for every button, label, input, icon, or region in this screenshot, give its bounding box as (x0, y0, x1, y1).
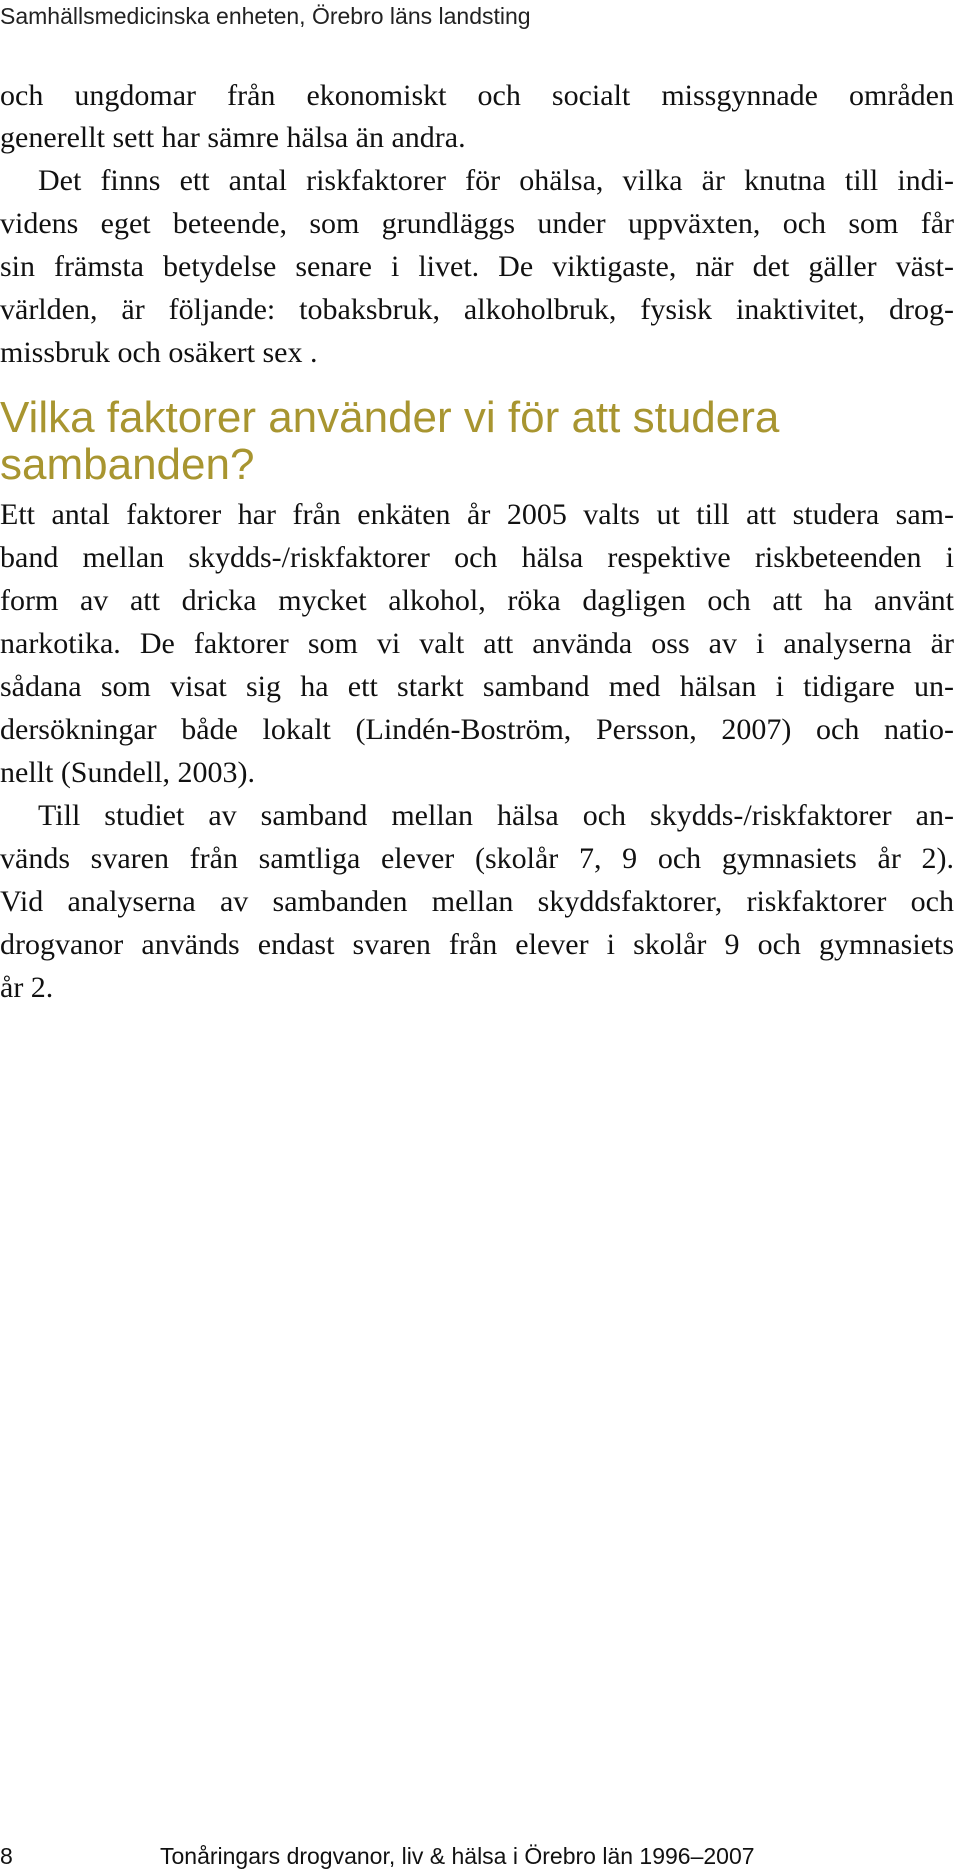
body-line: vänds svaren från samtliga elever (skolår 7, 9 och gymnasiets år 2). (0, 842, 954, 875)
body-line: och ungdomar från ekonomiskt och socialt missgynnade områden (0, 79, 954, 112)
body-line: Till studiet av samband mellan hälsa och skydds-/riskfaktorer an- (38, 799, 954, 832)
footer-title: Tonåringars drogvanor, liv & hälsa i Örebro län 1996–2007 (160, 1843, 755, 1869)
section-heading: Vilka faktorer använder vi för att studera (0, 393, 780, 442)
section-heading: sambanden? (0, 440, 255, 489)
body-line: form av att dricka mycket alkohol, röka dagligen och att ha använt (0, 584, 954, 617)
body-line: Vid analyserna av sambanden mellan skyddsfaktorer, riskfaktorer och (0, 885, 954, 918)
body-line: sin främsta betydelse senare i livet. De viktigaste, när det gäller väst- (0, 250, 954, 283)
running-header: Samhällsmedicinska enheten, Örebro läns landsting (0, 3, 531, 29)
body-line: sådana som visat sig ha ett starkt samband med hälsan i tidigare un- (0, 670, 954, 703)
body-line: världen, är följande: tobaksbruk, alkoholbruk, fysisk inaktivitet, drog- (0, 293, 954, 326)
body-line: generellt sett har sämre hälsa än andra. (0, 121, 466, 154)
body-line: drogvanor används endast svaren från elever i skolår 9 och gymnasiets (0, 928, 954, 961)
body-line: nellt (Sundell, 2003). (0, 756, 255, 789)
body-line: narkotika. De faktorer som vi valt att använda oss av i analyserna är (0, 627, 954, 660)
body-line: band mellan skydds-/riskfaktorer och hälsa respektive riskbeteenden i (0, 541, 954, 574)
body-line: missbruk och osäkert sex . (0, 336, 318, 369)
body-line: år 2. (0, 971, 54, 1004)
body-line: dersökningar både lokalt (Lindén-Boström, Persson, 2007) och natio- (0, 713, 954, 746)
body-line: Ett antal faktorer har från enkäten år 2005 valts ut till att studera sam- (0, 498, 954, 531)
body-line: videns eget beteende, som grundläggs under uppväxten, och som får (0, 207, 954, 240)
body-line: Det finns ett antal riskfaktorer för ohälsa, vilka är knutna till indi- (38, 164, 954, 197)
page-number: 8 (0, 1843, 13, 1869)
